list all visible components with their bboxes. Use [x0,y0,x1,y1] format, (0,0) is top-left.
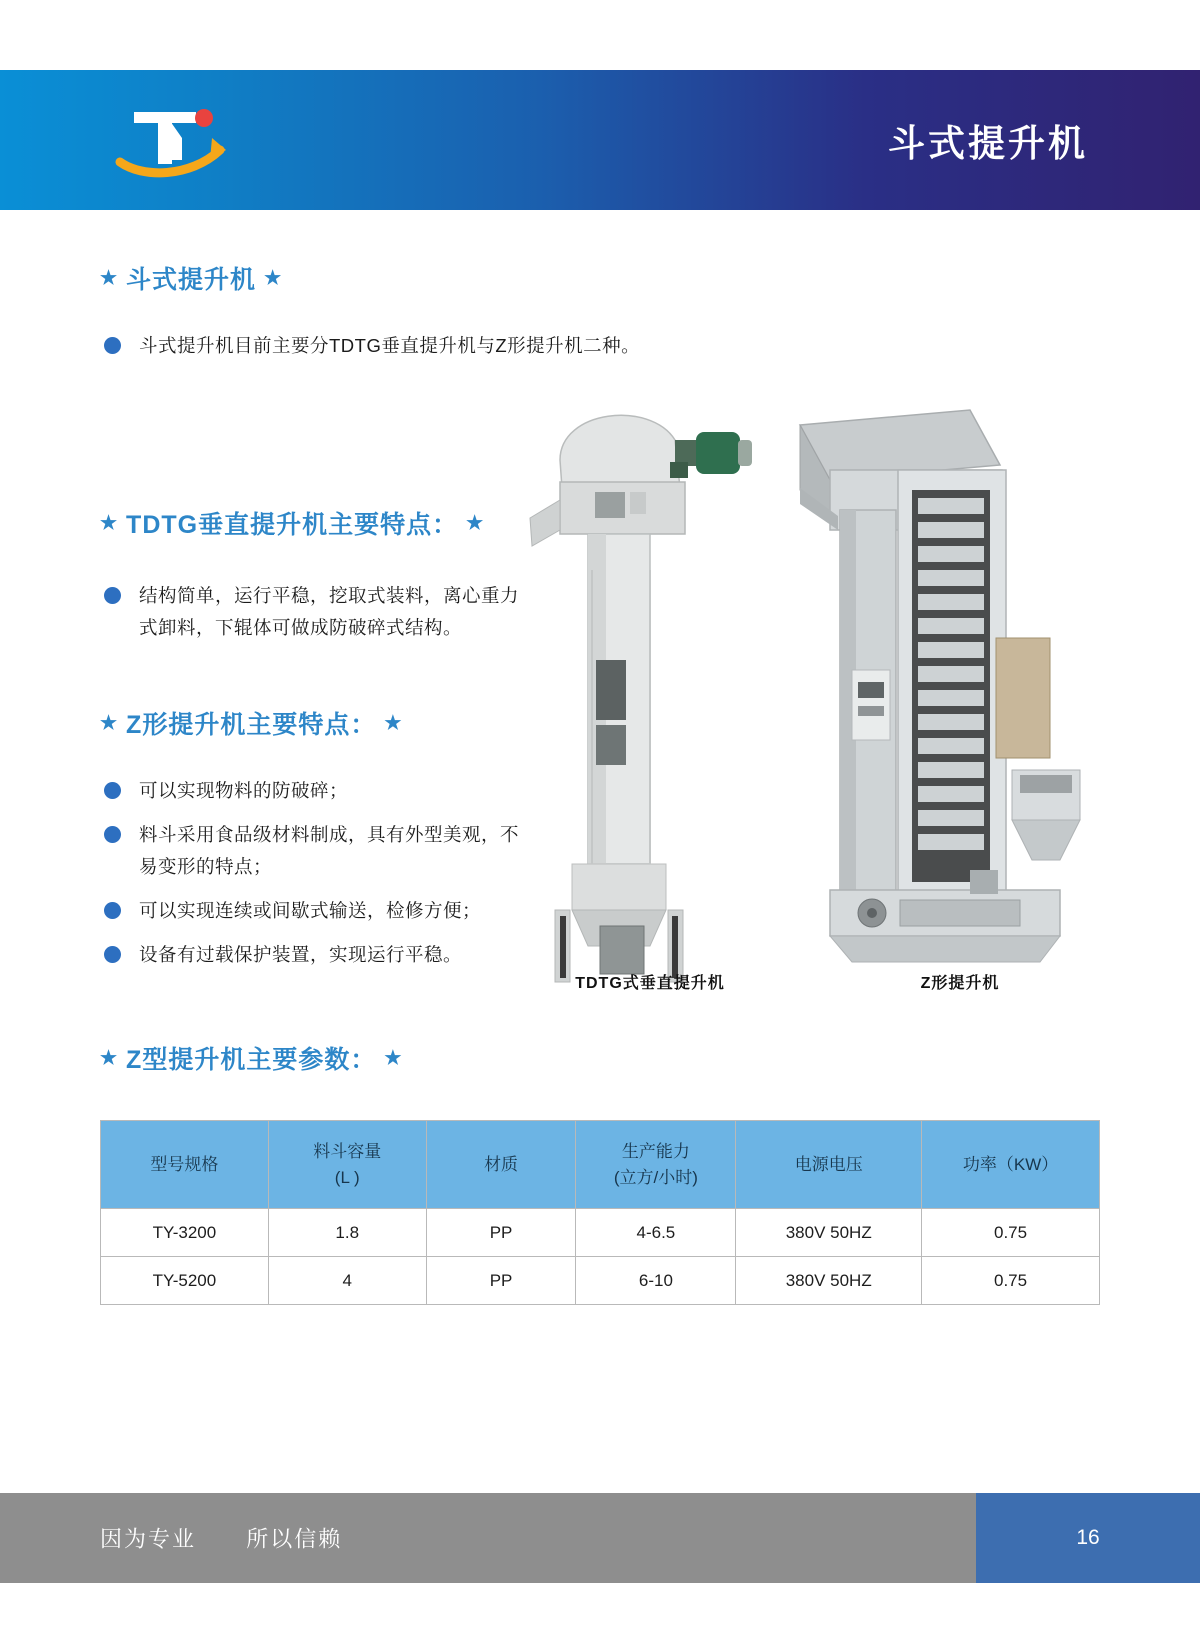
table-header-line1: 型号规格 [150,1154,219,1174]
table-header-cell [576,1121,736,1209]
z-type-bucket-elevator-photo [800,410,1080,962]
bullet-dot-icon [104,782,121,799]
footer-slogan-part1: 因为专业 [100,1526,197,1552]
table-header-cell [268,1121,426,1209]
star-icon: ★ [100,512,119,534]
intro-block [104,330,664,362]
list-item [104,580,524,644]
bullet-dot-icon [104,337,121,354]
table-header-cell [101,1121,269,1209]
section-heading-topic [100,260,282,296]
table-header-line2: (L ) [334,1167,360,1187]
table-header-cell [426,1121,576,1209]
list-item-label: 设备有过载保护装置，实现运行平稳。 [139,944,463,965]
table-cell: 6-10 [576,1257,736,1305]
list-item [104,775,524,807]
table-cell: TY-3200 [101,1209,269,1257]
footer-slogan-part2: 所以信赖 [246,1526,343,1552]
list-item-label: 结构简单，运行平稳，挖取式装料，离心重力式卸料，下辊体可做成防破碎式结构。 [139,585,520,638]
table-cell: 1.8 [268,1209,426,1257]
star-icon: ★ [100,712,119,734]
section-heading-tdtg [100,505,484,541]
list-item [104,939,524,971]
bullet-dot-icon [104,902,121,919]
page-header [0,70,1200,210]
star-icon: ★ [100,1047,119,1069]
section-heading-tdtg-label: TDTG垂直提升机主要特点： [126,511,459,539]
spec-table [100,1120,1100,1305]
table-header-line1: 材质 [484,1154,519,1174]
product-photos [500,370,1120,990]
bullet-dot-icon [104,587,121,604]
table-cell: PP [426,1257,576,1305]
section-heading-parameters [100,1040,402,1076]
table-cell: 4-6.5 [576,1209,736,1257]
star-icon: ★ [384,1047,403,1069]
list-item-label: 可以实现物料的防破碎； [139,780,349,801]
bullet-dot-icon [104,946,121,963]
table-header-row [101,1121,1100,1209]
table-header-line1: 生产能力 [621,1141,690,1161]
ty-logo-icon [112,92,232,188]
table-row [101,1257,1100,1305]
table-header-cell [922,1121,1100,1209]
table-header-line2: (立方/小时) [613,1167,698,1187]
star-icon: ★ [264,267,283,289]
star-icon: ★ [466,512,485,534]
bullet-dot-icon [104,826,121,843]
list-item [104,895,524,927]
list-item-label: 可以实现连续或间歇式输送，检修方便； [139,900,482,921]
star-icon: ★ [100,267,119,289]
table-header-line1: 料斗容量 [313,1141,382,1161]
table-cell: PP [426,1209,576,1257]
section-heading-parameters-label: Z型提升机主要参数： [126,1046,377,1074]
caption-left: TDTG式垂直提升机 [575,975,725,992]
table-header-line1: 电源电压 [794,1154,863,1174]
list-item [104,330,664,362]
table-cell: 380V 50HZ [736,1209,922,1257]
footer-slogan [100,1523,342,1554]
table-header-cell [736,1121,922,1209]
page-title: 斗式提升机 [888,123,1088,164]
vertical-bucket-elevator-photo [530,415,752,982]
list-item [104,819,524,883]
spec-table-wrapper [100,1120,1100,1305]
star-icon: ★ [384,712,403,734]
table-cell: TY-5200 [101,1257,269,1305]
table-cell: 0.75 [922,1209,1100,1257]
section-heading-zform [100,705,402,741]
section-heading-topic-label: 斗式提升机 [126,266,257,294]
page-footer [0,1493,1200,1583]
table-row [101,1209,1100,1257]
table-header-line1: 功率（KW） [962,1154,1059,1174]
table-cell: 4 [268,1257,426,1305]
caption-right: Z形提升机 [920,975,1000,992]
list-item-label: 料斗采用食品级材料制成，具有外型美观，不易变形的特点； [139,824,520,877]
tdtg-feature-list [104,580,524,644]
page-number-box [976,1493,1200,1583]
table-cell: 380V 50HZ [736,1257,922,1305]
page-number: 16 [1076,1526,1100,1549]
zform-feature-list [104,775,524,983]
table-cell: 0.75 [922,1257,1100,1305]
photo-captions [500,970,1120,993]
intro-text: 斗式提升机目前主要分TDTG垂直提升机与Z形提升机二种。 [139,335,641,356]
section-heading-zform-label: Z形提升机主要特点： [126,711,377,739]
